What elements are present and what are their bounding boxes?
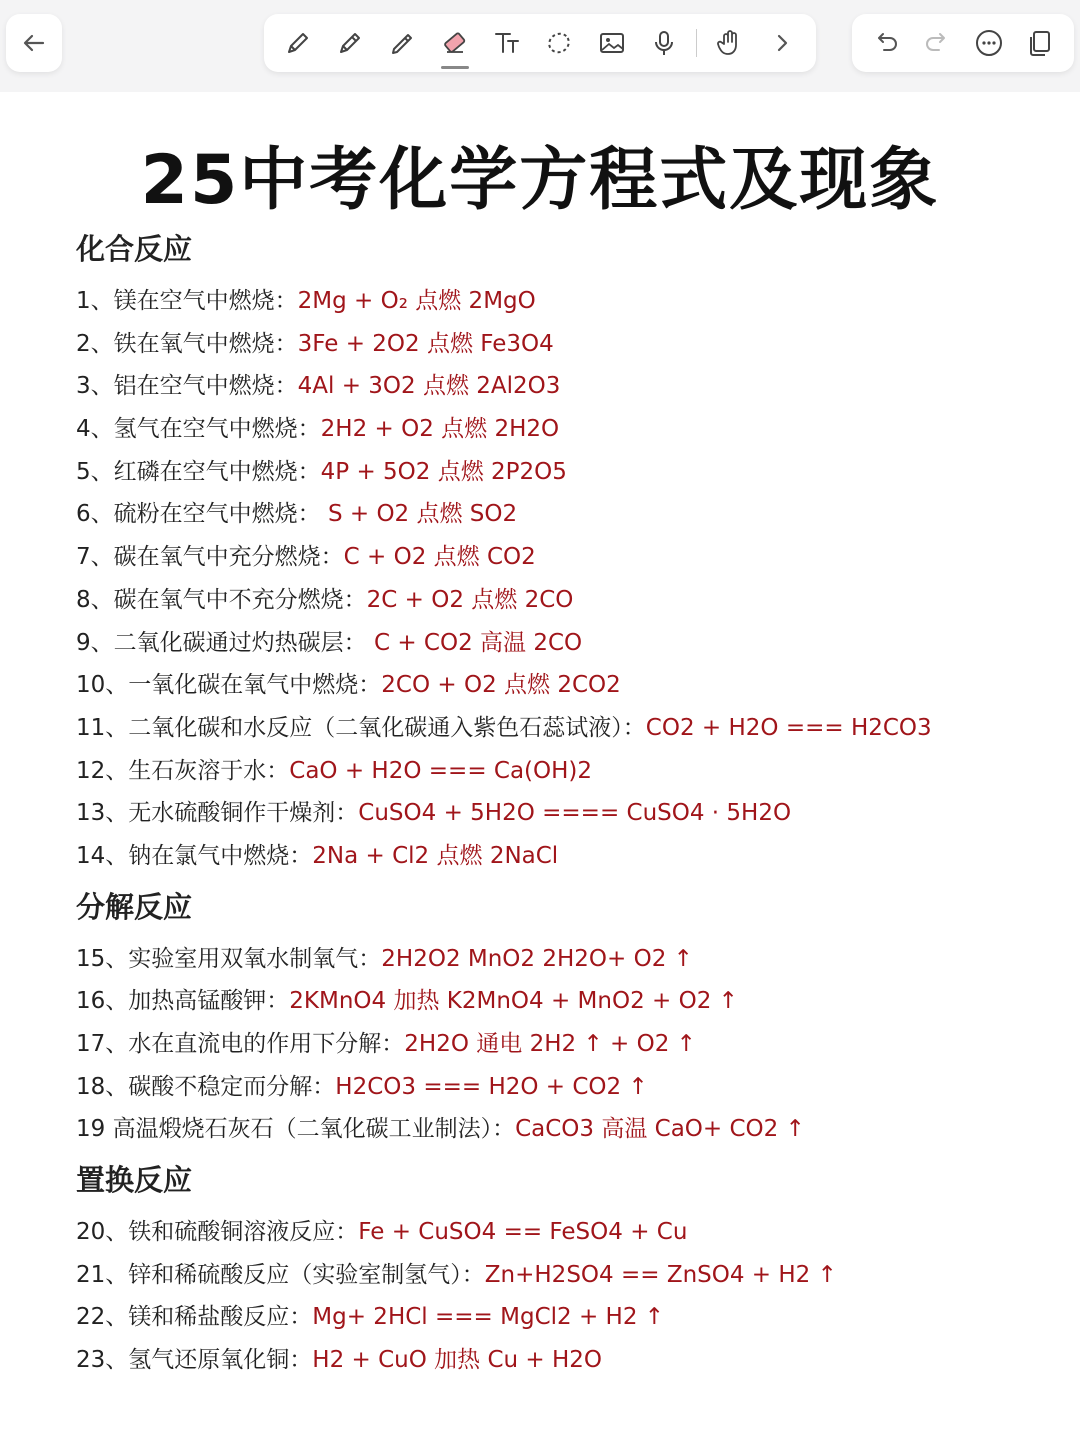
- equation-line: [76, 408, 1066, 451]
- highlighter-icon[interactable]: [383, 23, 423, 63]
- reaction-description: 3、铝在空气中燃烧：: [76, 373, 298, 400]
- equation-line: [76, 750, 1066, 793]
- chemical-equation: CaCO3 高温 CaO+ CO2 ↑: [515, 1116, 805, 1143]
- reaction-description: 17、水在直流电的作用下分解：: [76, 1031, 405, 1057]
- equation-line: [76, 980, 1066, 1023]
- back-button[interactable]: [6, 14, 62, 72]
- more-icon[interactable]: [969, 23, 1009, 63]
- equation-line: [76, 938, 1066, 981]
- section-title: 分解反应: [76, 889, 193, 924]
- chemical-equation: 4Al + 3O2 点燃 2Al2O3: [297, 373, 561, 400]
- reaction-description: 19 高温煅烧石灰石（二氧化碳工业制法）：: [76, 1116, 516, 1143]
- chemical-equation: CO2 + H2O === H2CO3: [645, 714, 932, 741]
- reaction-description: 9、二氧化碳通过灼热碳层：: [76, 629, 367, 656]
- undo-icon[interactable]: [866, 23, 906, 63]
- equation-line: [76, 1296, 1066, 1339]
- reaction-description: 14、钠在氯气中燃烧：: [76, 842, 313, 869]
- equation-line: [76, 1254, 1066, 1297]
- reaction-description: 22、镁和稀盐酸反应：: [76, 1304, 313, 1331]
- chemical-equation: Fe + CuSO4 == FeSO4 + Cu: [358, 1219, 688, 1246]
- chemical-equation: 2H2 + O2 点燃 2H2O: [320, 416, 560, 443]
- reaction-description: 12、生石灰溶于水：: [76, 757, 290, 784]
- equation-line: [76, 579, 1066, 622]
- reaction-description: 1、镁在空气中燃烧：: [76, 288, 298, 314]
- chemical-equation: 2C + O2 点燃 2CO: [366, 586, 574, 613]
- chemical-equation: H2 + CuO 加热 Cu + H2O: [312, 1347, 603, 1374]
- equation-line: [76, 1066, 1066, 1109]
- chemical-equation: 2H2O 通电 2H2 ↑ + O2 ↑: [404, 1031, 696, 1057]
- equation-line: [76, 365, 1066, 408]
- chemical-equation: 4P + 5O2 点燃 2P2O5: [320, 458, 567, 485]
- section-displacement: [76, 1159, 1066, 1382]
- chemical-equation: 2Mg + O₂ 点燃 2MgO: [297, 288, 536, 314]
- reaction-description: 11、二氧化碳和水反应（二氧化碳通入紫色石蕊试液）：: [76, 714, 646, 741]
- top-toolbar: [0, 0, 1080, 92]
- reaction-description: 23、氢气还原氧化铜：: [76, 1347, 313, 1374]
- equation-line: [76, 664, 1066, 707]
- reaction-description: 5、红磷在空气中燃烧：: [76, 458, 321, 485]
- reaction-description: 4、氢气在空气中燃烧：: [76, 416, 321, 443]
- chevron-right-icon[interactable]: [762, 23, 802, 63]
- redo-icon[interactable]: [917, 23, 957, 63]
- chemical-equation: 2Na + Cl2 点燃 2NaCl: [312, 842, 559, 869]
- text-icon[interactable]: [487, 23, 527, 63]
- equation-line: [76, 1023, 1066, 1066]
- drawing-tools: [264, 14, 816, 72]
- pages-icon[interactable]: [1020, 23, 1060, 63]
- equation-line: [76, 536, 1066, 579]
- chemical-equation: CaO + H2O === Ca(OH)2: [289, 757, 593, 784]
- section-combination: [76, 228, 1066, 878]
- chemical-equation: 2KMnO4 加热 K2MnO4 + MnO2 + O2 ↑: [289, 988, 738, 1015]
- page-title: 25中考化学方程式及现象: [140, 141, 940, 220]
- arrow-left-icon: [14, 23, 54, 63]
- note-content: [76, 228, 1066, 1382]
- equation-line: [76, 792, 1066, 835]
- equation-line: [76, 707, 1066, 750]
- reaction-description: 16、加热高锰酸钾：: [76, 988, 290, 1015]
- reaction-description: 20、铁和硫酸铜溶液反应：: [76, 1219, 359, 1246]
- section-title: 置换反应: [76, 1163, 193, 1198]
- reaction-description: 15、实验室用双氧水制氧气：: [76, 945, 382, 972]
- microphone-icon[interactable]: [644, 23, 684, 63]
- equation-line: [76, 280, 1066, 323]
- chemical-equation: Mg+ 2HCl === MgCl2 + H2 ↑: [312, 1304, 665, 1331]
- chemical-equation: C + O2 点燃 CO2: [343, 544, 536, 571]
- reaction-description: 13、无水硫酸铜作干燥剂：: [76, 800, 359, 827]
- equation-line: [76, 622, 1066, 665]
- section-title: 化合反应: [76, 232, 193, 266]
- equation-line: [76, 451, 1066, 494]
- chemical-equation: C + CO2 高温 2CO: [366, 629, 583, 656]
- image-icon[interactable]: [592, 23, 632, 63]
- chemical-equation: 2CO + O2 点燃 2CO2: [381, 672, 621, 699]
- equation-line: [76, 1108, 1066, 1151]
- toolbar-divider: [696, 29, 697, 57]
- reaction-description: 7、碳在氧气中充分燃烧：: [76, 544, 344, 571]
- equation-line: [76, 323, 1066, 366]
- reaction-description: 6、硫粉在空气中燃烧：: [76, 501, 321, 528]
- chemical-equation: 3Fe + 2O2 点燃 Fe3O4: [297, 330, 554, 357]
- reaction-description: 18、碳酸不稳定而分解：: [76, 1073, 336, 1100]
- lasso-icon[interactable]: [539, 23, 579, 63]
- chemical-equation: Zn+H2SO4 == ZnSO4 + H2 ↑: [484, 1261, 837, 1288]
- chemical-equation: 2H2O2 MnO2 2H2O+ O2 ↑: [381, 945, 693, 972]
- reaction-description: 21、锌和稀硫酸反应（实验室制氢气）：: [76, 1261, 485, 1288]
- chemical-equation: CuSO4 + 5H2O ==== CuSO4 · 5H2O: [358, 800, 792, 827]
- equation-line: [76, 1211, 1066, 1254]
- section-decomposition: [76, 886, 1066, 1151]
- reaction-description: 2、铁在氧气中燃烧：: [76, 330, 298, 357]
- chemical-equation: S + O2 点燃 SO2: [320, 501, 518, 528]
- equation-line: [76, 1339, 1066, 1382]
- reaction-description: 8、碳在氧气中不充分燃烧：: [76, 586, 367, 613]
- eraser-icon[interactable]: [435, 23, 475, 63]
- chemical-equation: H2CO3 === H2O + CO2 ↑: [335, 1073, 648, 1100]
- reaction-description: 10、一氧化碳在氧气中燃烧：: [76, 672, 382, 699]
- equation-line: [76, 493, 1066, 536]
- equation-line: [76, 835, 1066, 878]
- right-tools: [852, 14, 1074, 72]
- pen-icon[interactable]: [330, 23, 370, 63]
- pencil-icon[interactable]: [278, 23, 318, 63]
- hand-icon[interactable]: [710, 23, 750, 63]
